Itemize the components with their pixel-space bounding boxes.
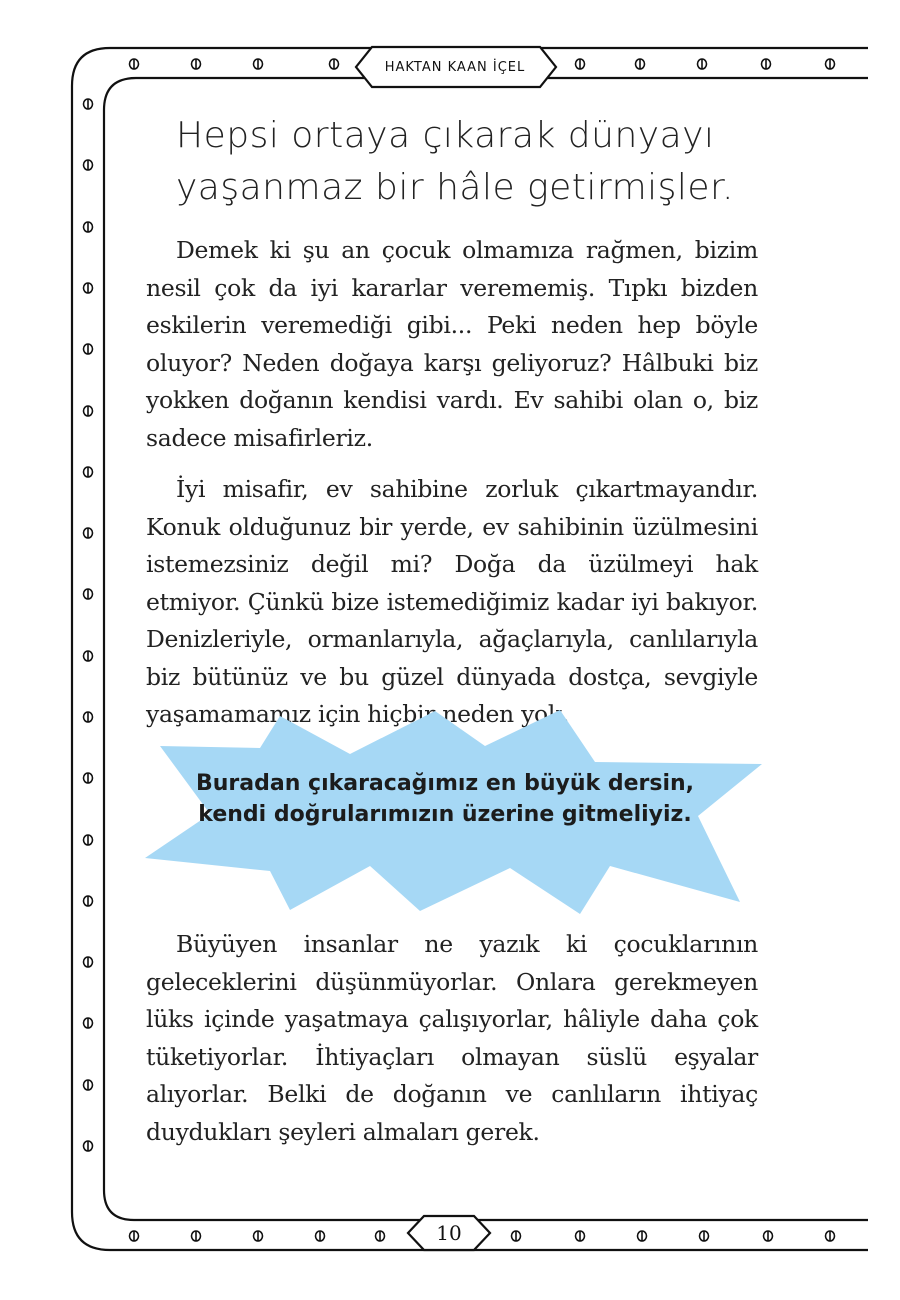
rivet-icon: [192, 1231, 201, 1241]
rivet-icon: [84, 99, 93, 109]
rivet-icon: [700, 1231, 709, 1241]
rivet-icon: [826, 1231, 835, 1241]
rivet-icon: [576, 59, 585, 69]
paragraph-1: Demek ki şu an çocuk olmamıza rağmen, bizim nesil çok da iyi kararlar verememiş. Tıpkı bizden eskilerin veremediği gibi... Peki neden hep böyle oluyor? Neden doğaya karşı geliyoruz? Hâlbuki biz yokken doğanın kendisi vardı. Ev sahibi olan o, biz sadece misafirleriz.: [146, 236, 758, 452]
page-number: 10: [436, 1221, 462, 1245]
page-content-lower: [146, 926, 758, 1165]
rivet-icon: [764, 1231, 773, 1241]
chapter-heading: Hepsi ortaya çıkarak dünyayı yaşanmaz bir hâle getirmişler.: [176, 115, 734, 208]
rivet-icon: [84, 467, 93, 477]
rivet-icon: [698, 59, 707, 69]
author-name: HAKTAN KAAN İÇEL: [384, 59, 526, 75]
rivet-icon: [84, 773, 93, 783]
rivet-icon: [84, 160, 93, 170]
rivet-icon: [84, 957, 93, 967]
rivet-icon: [84, 344, 93, 354]
rivet-icon: [84, 835, 93, 845]
rivet-icon: [84, 283, 93, 293]
rivet-icon: [636, 59, 645, 69]
rivet-icon: [762, 59, 771, 69]
paragraph-3: Büyüyen insanlar ne yazık ki çocuklarının geleceklerini düşünmüyorlar. Onlara gerekmeyen lüks içinde yaşatmaya çalışıyorlar, hâliyle daha çok tüketiyorlar. İhtiyaçları olmayan süslü eşyalar alıyorlar. Belki de doğanın ve canlıların ihtiyaç duydukları şeyleri almaları gerek.: [146, 930, 758, 1146]
rivet-icon: [192, 59, 201, 69]
rivet-icon: [512, 1231, 521, 1241]
rivet-icon: [576, 1231, 585, 1241]
rivet-icon: [84, 1141, 93, 1151]
rivet-icon: [84, 1018, 93, 1028]
rivet-icon: [638, 1231, 647, 1241]
rivet-icon: [84, 406, 93, 416]
rivet-icon: [330, 59, 339, 69]
callout-text: Buradan çıkaracağımız en büyük dersin, kendi doğrularımızın üzerine gitmeliyiz.: [195, 771, 695, 827]
rivet-icon: [84, 222, 93, 232]
rivet-icon: [84, 896, 93, 906]
rivet-icon: [254, 1231, 263, 1241]
rivet-icon: [376, 1231, 385, 1241]
rivet-icon: [316, 1231, 325, 1241]
paragraph-2: İyi misafir, ev sahibine zorluk çıkartmayandır. Konuk olduğunuz bir yerde, ev sahibinin üzülmesini istemezsiniz değil mi? Doğa da üzülmeyi hak etmiyor. Çünkü bize istemediğimiz kadar iyi bakıyor. Denizleriyle, ormanlarıyla, ağaçlarıyla, canlılarıyla biz bütünüz ve bu güzel dünyada dostça, sevgiyle yaşamamamız için hiçbir neden yok.: [146, 475, 758, 728]
rivet-icon: [254, 59, 263, 69]
page-content: [146, 100, 758, 748]
rivet-icon: [84, 651, 93, 661]
rivet-icon: [84, 589, 93, 599]
rivet-icon: [130, 1231, 139, 1241]
rivet-icon: [826, 59, 835, 69]
rivet-icon: [84, 1080, 93, 1090]
rivet-icon: [130, 59, 139, 69]
rivet-icon: [84, 528, 93, 538]
rivet-icon: [84, 712, 93, 722]
